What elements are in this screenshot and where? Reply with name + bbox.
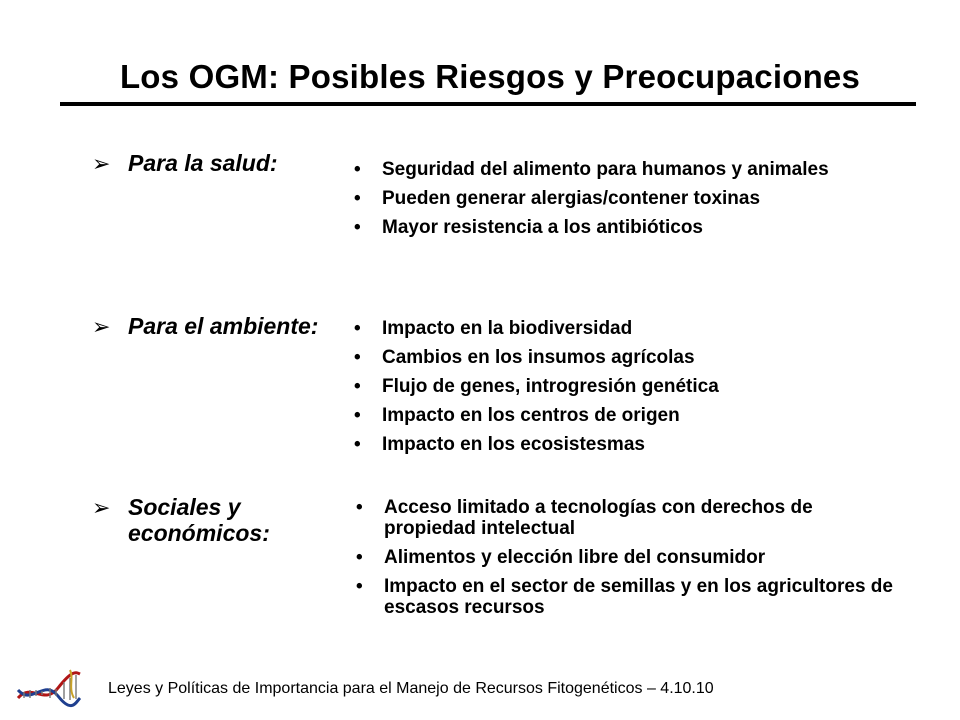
- category-heading-line: económicos:: [128, 520, 270, 546]
- slide-title: Los OGM: Posibles Riesgos y Preocupaciones: [119, 58, 861, 95]
- environment-risk-list: [354, 314, 874, 459]
- arrowhead-bullet-icon: ➢: [92, 495, 111, 520]
- list-item-text: Alimentos y elección libre del consumidor: [384, 547, 766, 568]
- list-item: • Impacto en los centros de origen: [354, 405, 680, 426]
- arrowhead-bullet-icon: ➢: [92, 314, 111, 339]
- category-environment: [92, 313, 318, 340]
- list-item-text: Impacto en los centros de origen: [382, 405, 680, 426]
- list-item-text: Flujo de genes, introgresión genética: [382, 376, 719, 397]
- category-health: [92, 150, 278, 177]
- list-item-text: Mayor resistencia a los antibióticos: [382, 217, 703, 238]
- list-item-text: Impacto en la biodiversidad: [382, 318, 633, 339]
- list-item: • Mayor resistencia a los antibióticos: [354, 217, 703, 238]
- list-item: • Alimentos y elección libre del consumidor: [356, 547, 766, 568]
- dna-helix-logo: [14, 668, 84, 708]
- list-item: • Impacto en los ecosistesmas: [354, 434, 645, 455]
- list-item: • Cambios en los insumos agrícolas: [354, 347, 695, 368]
- list-item: • Flujo de genes, introgresión genética: [354, 376, 719, 397]
- list-item-text: Cambios en los insumos agrícolas: [382, 347, 695, 368]
- list-item: • Pueden generar alergias/contener toxinas: [354, 188, 761, 209]
- footer-caption: Leyes y Políticas de Importancia para el Manejo de Recursos Fitogenéticos – 4.10.10: [108, 680, 714, 697]
- social-economic-risk-list: [356, 497, 896, 618]
- list-item-text: Acceso limitado a tecnologías con derechos de propiedad intelectual: [384, 497, 813, 539]
- list-item-text: Seguridad del alimento para humanos y animales: [382, 159, 829, 180]
- category-heading-line: Sociales y: [128, 494, 241, 520]
- category-heading: Para el ambiente:: [128, 313, 319, 339]
- list-item-text: Impacto en el sector de semillas y en los agricultores de escasos recursos: [384, 576, 893, 618]
- category-social-economic: [92, 494, 270, 546]
- list-item-text: Impacto en los ecosistesmas: [382, 434, 645, 455]
- list-item-text: Pueden generar alergias/contener toxinas: [382, 188, 761, 209]
- health-risk-list: [354, 155, 874, 242]
- list-item: • Impacto en la biodiversidad: [354, 318, 633, 339]
- list-item: • Seguridad del alimento para humanos y animales: [354, 159, 829, 180]
- title-underline: [60, 102, 916, 106]
- list-item: • Acceso limitado a tecnologías con derechos de propiedad intelectual: [356, 497, 813, 539]
- category-heading: Para la salud:: [128, 150, 278, 176]
- list-item: • Impacto en el sector de semillas y en los agricultores de escasos recursos: [356, 576, 893, 618]
- arrowhead-bullet-icon: ➢: [92, 151, 111, 176]
